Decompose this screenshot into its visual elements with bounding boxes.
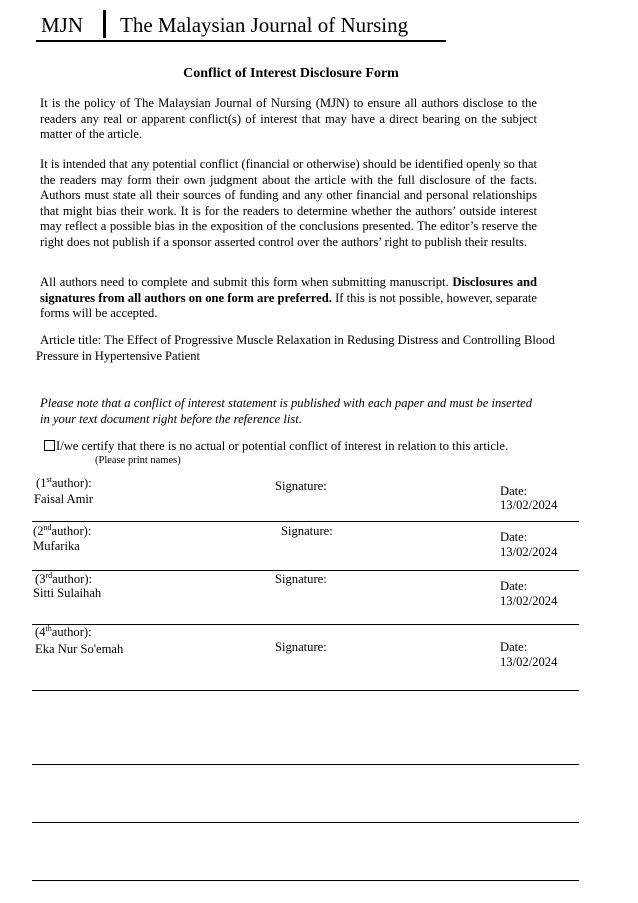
- article-title: The Effect of Progressive Muscle Relaxation in Redusing Distress and Controlling Blood Pressure in Hypertensive Patient: [36, 333, 555, 363]
- certify-text: I/we certify that there is no actual or potential conflict of interest in relation to this article.: [56, 439, 509, 453]
- empty-row-rule: [32, 880, 579, 881]
- header-divider: [103, 10, 106, 38]
- policy-paragraph: It is the policy of The Malaysian Journal of Nursing (MJN) to ensure all authors disclose to the readers any real or apparent conflict(s) of interest that may have a direct bearing on the subject matter of the article.: [40, 96, 537, 141]
- author-3-suffix: author):: [52, 572, 93, 586]
- author-3-rule: [32, 624, 579, 625]
- author-1-ordinal: st: [46, 475, 52, 484]
- author-2-date-label: Date:: [500, 530, 528, 544]
- author-2-date[interactable]: 13/02/2024: [500, 545, 558, 559]
- author-3-open: (3: [35, 572, 46, 586]
- author-4-ordinal: th: [45, 624, 52, 633]
- author-2-rule: [32, 570, 579, 571]
- author-1-name[interactable]: Faisal Amir: [34, 492, 94, 506]
- author-4-name[interactable]: Eka Nur So'emah: [35, 642, 124, 656]
- author-3-date-label: Date:: [500, 579, 528, 593]
- author-4-rule: [32, 690, 579, 691]
- submission-tail: If this is not possible, however, separate forms will be accepted.: [40, 290, 537, 320]
- empty-row-rule: [32, 764, 579, 765]
- article-title-block: [36, 333, 556, 364]
- certify-checkbox[interactable]: [44, 440, 55, 451]
- author-2-suffix: author):: [51, 524, 92, 538]
- author-2-label: [33, 524, 91, 540]
- author-2-ordinal: nd: [43, 523, 52, 532]
- submission-paragraph: [40, 275, 537, 322]
- article-title-label: Article title:: [40, 333, 105, 347]
- author-4-label: [35, 625, 92, 641]
- author-2-name[interactable]: Mufarika: [33, 539, 80, 553]
- certify-statement: [44, 439, 508, 454]
- author-4-suffix: author):: [51, 625, 92, 639]
- author-2-open: (2: [33, 524, 44, 538]
- author-3-signature-label: Signature:: [275, 572, 327, 586]
- submission-preference: Disclosures and signatures from all authors on one form are preferred.: [40, 275, 538, 305]
- form-title: Conflict of Interest Disclosure Form: [183, 66, 399, 81]
- journal-abbreviation: MJN: [41, 13, 84, 37]
- author-1-date-label: Date:: [500, 484, 528, 498]
- author-1-open: (1: [36, 476, 47, 490]
- author-4-date-label: Date:: [500, 640, 528, 654]
- empty-row-rule: [32, 822, 579, 823]
- author-3-date[interactable]: 13/02/2024: [500, 594, 558, 608]
- author-4-date[interactable]: 13/02/2024: [500, 655, 558, 669]
- author-1-date[interactable]: 13/02/2024: [500, 498, 558, 512]
- author-1-signature-label: Signature:: [275, 479, 327, 493]
- author-4-signature-label: Signature:: [275, 640, 327, 654]
- submission-intro: All authors need to complete and submit this form when submitting manuscript.: [40, 275, 453, 289]
- journal-name: The Malaysian Journal of Nursing: [120, 13, 409, 37]
- author-3-name[interactable]: Sitti Sulaihah: [33, 586, 102, 600]
- author-2-signature-label: Signature:: [281, 524, 333, 538]
- author-1-rule: [32, 521, 579, 522]
- header-underline: [36, 40, 446, 42]
- author-1-suffix: author):: [51, 476, 92, 490]
- intent-paragraph: It is intended that any potential conflict (financial or otherwise) should be identified openly so that the readers may form their own judgment about the article with the full disclosure of the facts. Authors must state all their sources of funding and any other financial and personal relationships that might bias their work. It is for the readers to determine whether the authors’ outside interest may reflect a possible bias in the exposition of the conclusions presented. The editor’s reserve the right does not publish if a sponsor asserted control over the authors’ right to publish their results.: [40, 157, 537, 249]
- author-1-label: [36, 476, 92, 492]
- author-4-open: (4: [35, 625, 46, 639]
- publication-note: Please note that a conflict of interest statement is published with each paper and must be inserted in your text document right before the reference list.: [40, 396, 533, 426]
- print-names-note: (Please print names): [95, 455, 181, 466]
- author-3-ordinal: rd: [45, 571, 53, 580]
